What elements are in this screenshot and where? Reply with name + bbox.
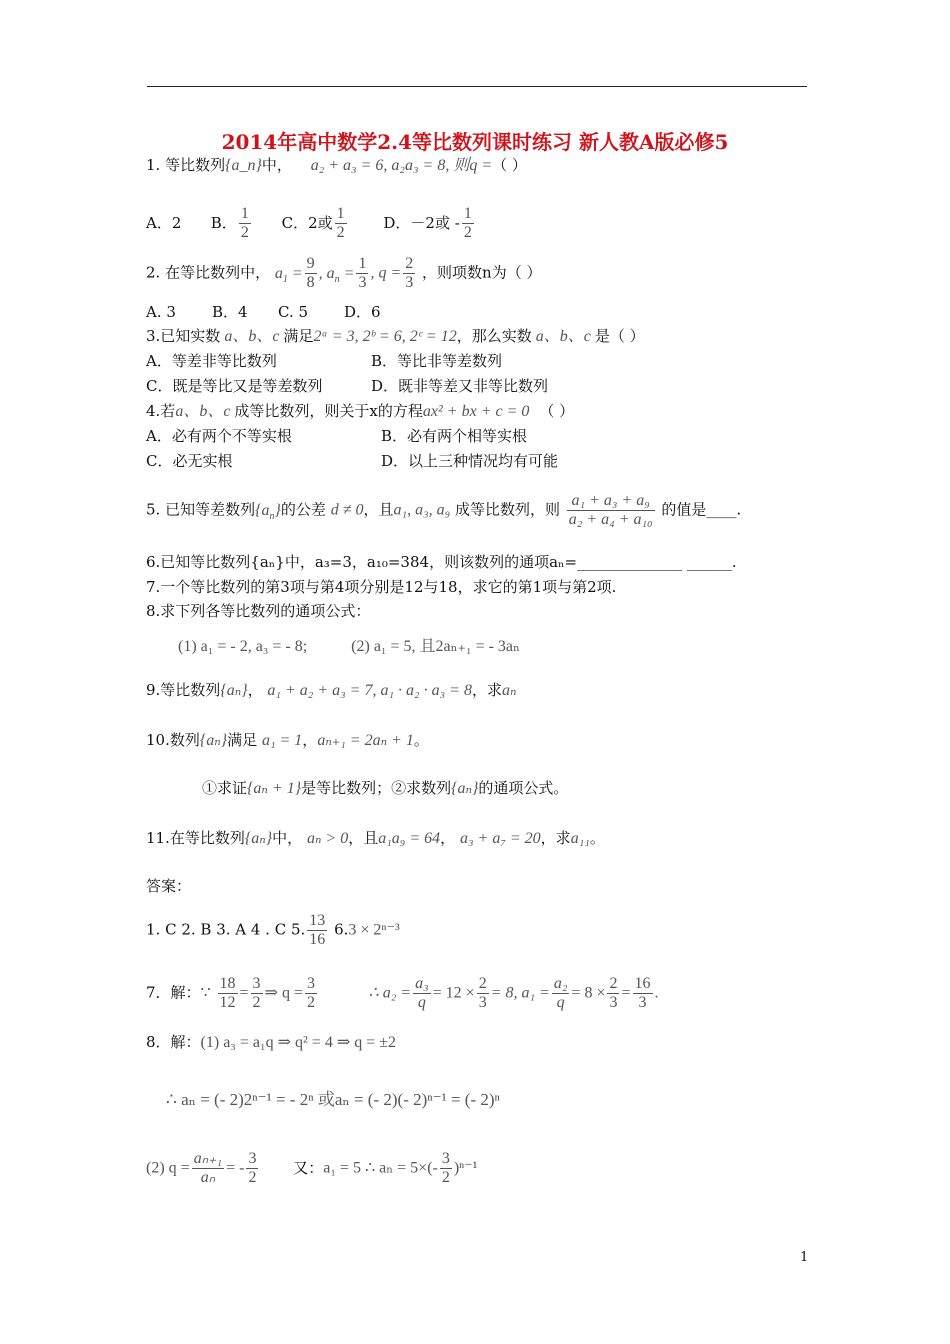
question-3: 3.已知实数 a、b、c 满足2ᵃ = 3, 2ᵇ = 6, 2ᶜ = 12，那么实数 a、b、c 是（ ） [146,327,645,345]
question-6: 6.已知等比数列{aₙ}中，a₃=3，a₁₀=384，则该数列的通项aₙ=______________ ______. [146,553,737,571]
fraction: $\frac{18}{12}$ [219,975,236,1011]
answer-8-part-2: (2) q = $\frac{\text{aₙ₊₁}}{\text{aₙ}}$ = - $\frac{3}{2}$ 又：a₁ = 5 ∴ aₙ = 5×(- $\frac{3}{2}$ )ⁿ⁻¹ [146,1150,478,1186]
question-1-options: A．2 B． $\frac{1}{2}$ C．2或 $\frac{1}{2}$ D．－2或 - $\frac{1}{2}$ [146,205,472,241]
answers-1-6: 1. C 2. B 3. A 4 . C 5. $\frac{13}{16}$ 6.3 × 2ⁿ⁻³ [146,912,400,948]
fraction: $\frac{\text{aₙ₊₁}}{\text{aₙ}}$ [193,1150,223,1186]
fraction: $\frac{1}{3}$ [358,255,367,291]
fraction: $\frac{1}{2}$ [336,205,345,241]
question-10: 10.数列{aₙ}满足 a₁ = 1，aₙ₊₁ = 2aₙ + 1。 [146,731,429,749]
fraction: $\frac{3}{2}$ [441,1150,450,1186]
answer-8-general-term: ∴ aₙ = (- 2)2ⁿ⁻¹ = - 2ⁿ 或aₙ = (- 2)(- 2)ⁿ⁻¹ = (- 2)ⁿ [166,1090,500,1109]
question-8: 8.求下列各等比数列的通项公式： [146,602,371,620]
fraction: $\frac{9}{8}$ [306,255,315,291]
question-5: 5. 已知等差数列$\{a_n\}$的公差 d ≠ 0，且a₁, a₃, a₉ 成等比数列，则 $\frac{\text{a₁ + a₃ + a₉}}{\text{a₂ + a₄ + a₁₀}}$ 的值是____. [146,492,742,528]
question-2-options: A. 3 B．4 C. 5 D．6 [146,303,381,321]
answers-label: 答案： [146,877,192,895]
question-4-options-cd: C．必无实根 D．以上三种情况均有可能 [146,452,559,470]
question-11: 11.在等比数列{aₙ}中， aₙ > 0，且a₁a₉ = 64， a₃ + a₇ = 20，求a₁₁。 [146,829,605,847]
fraction: $\frac{2}{3}$ [609,975,618,1011]
answer-7: 7．解：∵ $\frac{18}{12}$ = $\frac{3}{2}$ ⇒ q = $\frac{3}{2}$ ∴ a₂ = $\frac{\text{a₃}}{q}$ = 12 × $\frac{2}{3}$ = 8, a₁ = $\frac{\text{a₂}}{q}$ = 8 × $\frac{2}{3}$ = $\frac{16}{3}$ . [146,975,659,1011]
fraction: $\frac{\text{a₃}}{q}$ [415,975,429,1011]
fraction: $\frac{13}{16}$ [309,912,326,948]
question-10-subparts: ①求证{aₙ + 1}是等比数列；②求数列{aₙ}的通项公式。 [202,779,569,797]
page-title: 2014年高中数学2.4等比数列课时练习 新人教A版必修5 [221,130,729,154]
question-1: 1. 等比数列{a_n}中， a₂ + a₃ = 6, a₂a₃ = 8, 则q =（ ） [146,156,527,174]
answer-8-part-1: 8．解：(1) a₃ = a₁q ⇒ q² = 4 ⇒ q = ±2 [146,1033,397,1051]
fraction: $\frac{16}{3}$ [634,975,651,1011]
question-4: 4.若a、b、c 成等比数列，则关于x的方程ax² + bx + c = 0 （ ） [146,402,575,420]
fraction: $\frac{1}{2}$ [463,205,472,241]
question-2: 2. 在等比数列中， $a_1$ = $\frac{9}{8}$ , $a_n$ = $\frac{1}{3}$ , q = $\frac{2}{3}$ ，则项数n为（ ） [146,255,542,291]
question-4-options-ab: A．必有两个不等实根 B．必有两个相等实根 [146,427,528,445]
fraction: $\frac{3}{2}$ [306,975,315,1011]
question-9: 9.等比数列{aₙ}， a₁ + a₂ + a₃ = 7, a₁ · a₂ · a₃ = 8，求aₙ [146,681,517,699]
question-3-options-cd: C．既是等比又是等差数列 D．既非等差又非等比数列 [146,377,549,395]
fraction: $\frac{3}{2}$ [252,975,261,1011]
header-rule [147,86,807,87]
fraction: $\frac{\text{a₁ + a₃ + a₉}}{\text{a₂ + a₄ + a₁₀}}$ [568,492,653,528]
fraction: $\frac{3}{2}$ [248,1150,257,1186]
question-7: 7.一个等比数列的第3项与第4项分别是12与18，求它的第1项与第2项. [146,578,617,596]
fraction: $\frac{2}{3}$ [478,975,487,1011]
fraction: $\frac{\text{a₂}}{q}$ [553,975,568,1011]
question-3-options-ab: A．等差非等比数列 B．等比非等差数列 [146,352,503,370]
fraction: $\frac{1}{2}$ [240,205,249,241]
fraction: $\frac{2}{3}$ [405,255,414,291]
page-number: 1 [800,1250,809,1265]
question-8-parts: (1) a₁ = - 2, a₃ = - 8; (2) a₁ = 5, 且2aₙ₊₁ = - 3aₙ [178,638,520,655]
